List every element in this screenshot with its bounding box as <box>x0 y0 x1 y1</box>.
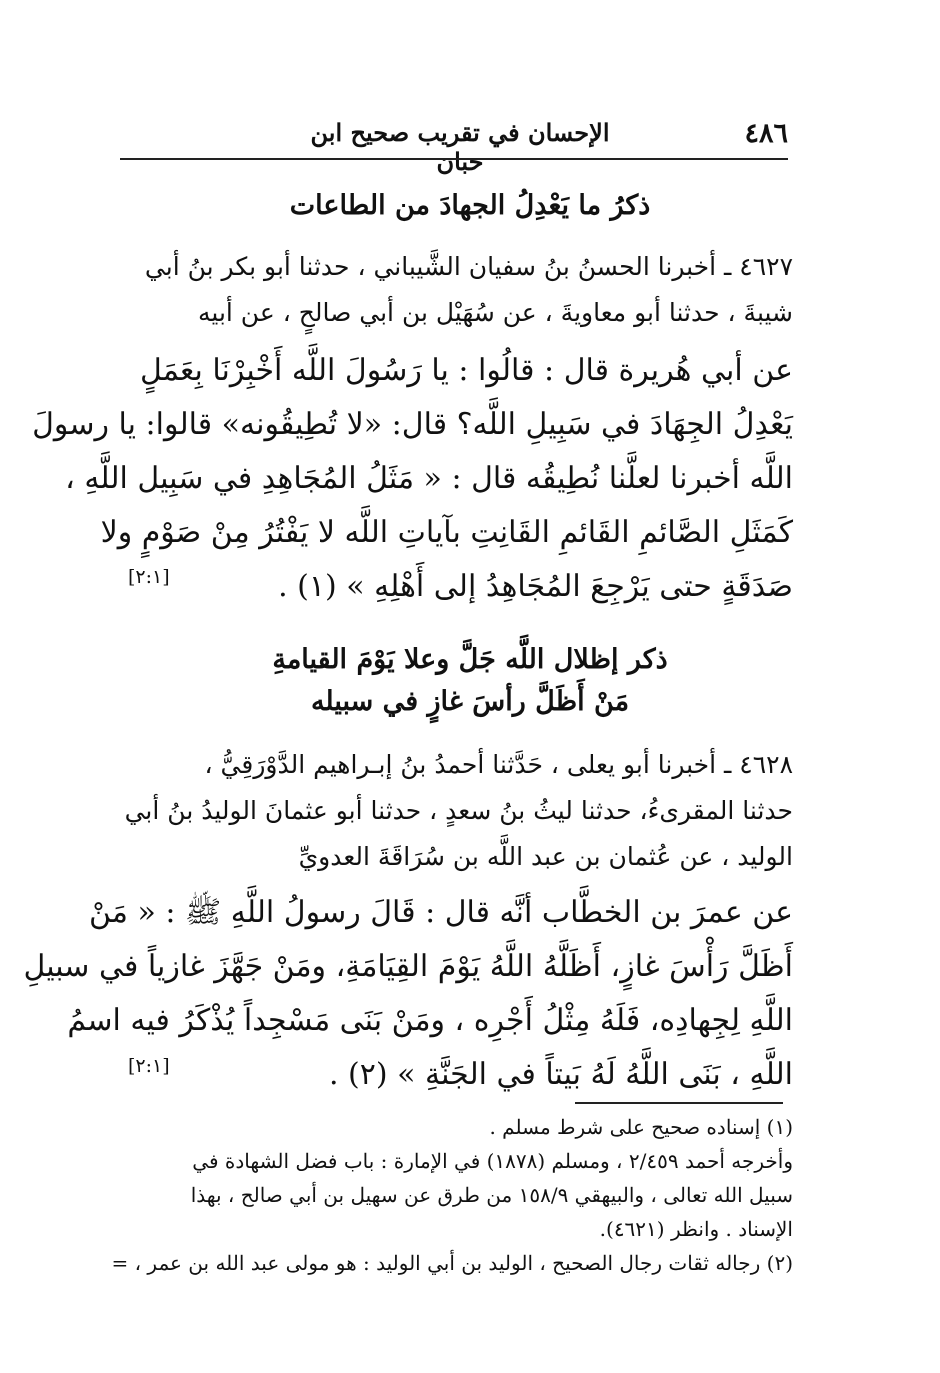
section-heading-subtitle: مَنْ أَظَلَّ رأسَ غازٍ في سبيله <box>310 686 630 717</box>
footnote-line: (١) إسناده صحيح على شرط مسلم . <box>489 1115 793 1139</box>
isnad-line: شيبةَ ، حدثنا أبو معاويةَ ، عن سُهَيْل بن أبي صالحٍ ، عن أبيه <box>198 298 793 327</box>
hadith-text <box>23 886 793 1102</box>
hadith-line: يَعْدِلُ الجِهَادَ في سَبِيلِ اللَّه؟ قال: «لا تُطِيقُونه» قالوا: يا رسولَ <box>32 407 793 442</box>
reference-tag: [٢:١] <box>128 566 170 588</box>
hadith-line: اللَّهِ ، بَنَى اللَّهُ لَهُ بَيتاً في الجَنَّةِ » (٢) . <box>328 1057 793 1092</box>
footnote-rule <box>575 1102 783 1104</box>
header-rule <box>120 158 788 160</box>
isnad-line: حدثنا المقرىءُ، حدثنا ليثُ بنُ سعدٍ ، حدثنا أبو عثمانَ الوليدُ بنُ أبي <box>124 796 793 825</box>
hadith-line: صَدَقَةٍ حتى يَرْجِعَ المُجَاهِدُ إلى أَهْلِهِ » (١) . <box>278 569 793 604</box>
hadith-line: كَمَثَلِ الصَّائمِ القَائمِ القَانِتِ بآياتِ اللَّه لا يَفْتُرُ مِنْ صَوْمٍ ولا <box>100 515 793 550</box>
isnad-paragraph <box>125 742 793 880</box>
isnad-line: ٤٦٢٨ ـ أخبرنا أبو يعلى ، حَدَّثنا أحمدُ بنُ إبـراهيم الدَّوْرَقِيُّ ، <box>204 750 793 779</box>
footnotes <box>111 1110 793 1280</box>
section-heading: ذكر إظلال اللَّه جَلَّ وعلا يَوْمَ القيامةِ <box>272 644 668 675</box>
hadith-line: عن أبي هُريرة قال : قالُوا : يا رَسُولَ اللَّه أَخْبِرْنَا بِعَمَلٍ <box>139 353 793 388</box>
hadith-line: أَظَلَّ رَأْسَ غازٍ، أَظَلَّهُ اللَّهُ يَوْمَ القِيَامَةِ، ومَنْ جَهَّزَ غازياً في سبيلِ <box>23 949 793 984</box>
reference-tag: [٢:١] <box>128 1055 170 1077</box>
isnad-line: الوليد ، عن عُثمان بن عبد اللَّه بن سُرَاقَةَ العدويِّ <box>298 842 793 871</box>
isnad-line: ٤٦٢٧ ـ أخبرنا الحسنُ بنُ سفيان الشَّيباني ، حدثنا أبو بكر بنُ أبي <box>144 252 793 281</box>
hadith-line: عن عمرَ بن الخطَّاب أنَّه قال : قَالَ رسولُ اللَّهِ ﷺ : « مَنْ <box>89 895 793 930</box>
footnote-line: وأخرجه أحمد ٢/٤٥٩ ، ومسلم (١٨٧٨) في الإمارة : باب فضل الشهادة في <box>192 1149 793 1173</box>
footnote-line: الإسناد . وانظر (٤٦٢١). <box>599 1217 793 1241</box>
hadith-line: اللَّهِ لِجِهادِه، فَلَهُ مِثْلُ أَجْرِه ، ومَنْ بَنَى مَسْجِداً يُذْكَرُ فيه اسمُ <box>67 1003 793 1038</box>
running-header-title: الإحسان في تقريب صحيح ابن حبان <box>310 118 610 176</box>
section-heading: ذكرُ ما يَعْدِلُ الجهادَ من الطاعات <box>289 190 651 221</box>
hadith-line: اللَّه أخبرنا لعلَّنا نُطِيقُه قال : « مَثَلُ المُجَاهِدِ في سَبِيل اللَّهِ ، <box>65 461 793 496</box>
hadith-text <box>32 344 793 614</box>
footnote-line: (٢) رجاله ثقات رجال الصحيح ، الوليد بن أبي الوليد : هو مولى عبد الله بن عمر ، = <box>111 1251 793 1275</box>
footnote-line: سبيل الله تعالى ، والبيهقي ١٥٨/٩ من طرق عن سهيل بن أبي صالح ، بهذا <box>190 1183 793 1207</box>
page-number: ٤٨٦ <box>744 118 788 149</box>
isnad-paragraph <box>125 244 793 336</box>
